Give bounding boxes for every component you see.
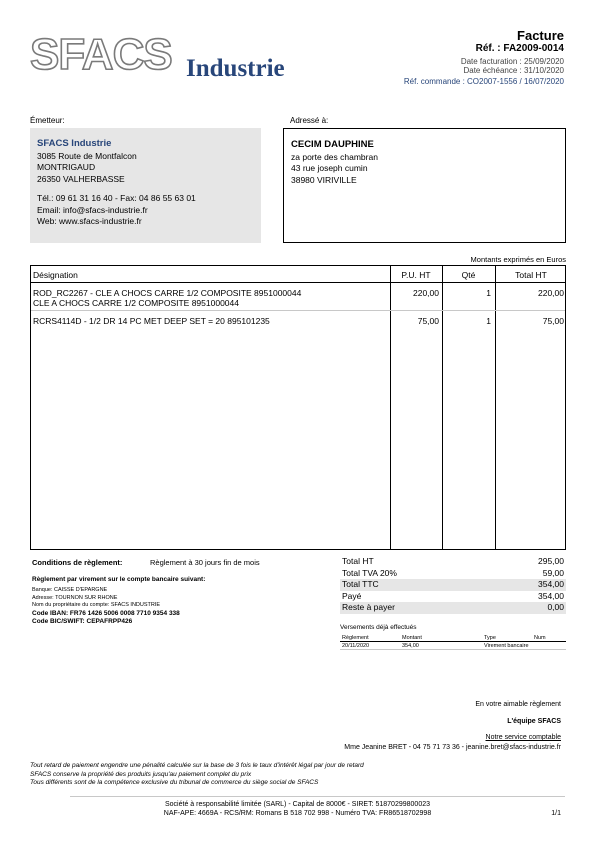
payment-terms-label: Conditions de règlement: (32, 558, 123, 567)
closing-greeting: En votre aimable règlement (475, 701, 561, 708)
document-title: Facture (517, 28, 564, 43)
total-tva-label: Total TVA 20% (342, 567, 397, 578)
total-ht-label: Total HT (342, 556, 374, 566)
recipient-box (283, 128, 566, 243)
due-date: Date échéance : 31/10/2020 (463, 66, 564, 75)
payments-header-row (340, 634, 566, 642)
payments-header-num: Num (534, 635, 546, 641)
row-total: 220,00 (538, 288, 564, 298)
iban: Code IBAN: FR76 1426 5006 0008 7710 9354 338 (32, 610, 180, 617)
recipient-address-line: za porte des chambran (291, 151, 378, 162)
recipient-name: CECIM DAUPHINE (291, 139, 374, 150)
footer-company-info: Société à responsabilité limitée (SARL) - Capital de 8000€ - SIRET: 51870299800023 (165, 801, 430, 808)
issuer-phone: Tél.: 09 61 31 16 40 - Fax: 04 86 55 63 01 (37, 193, 196, 203)
issuer-address-line: MONTRIGAUD (37, 162, 96, 172)
remaining-row (340, 602, 566, 614)
invoice-reference: Réf. : FA2009-0014 (475, 43, 564, 54)
total-tva-row (340, 568, 566, 580)
row-designation: RCRS4114D - 1/2 DR 14 PC MET DEEP SET = 20 895101235 (33, 316, 270, 326)
issuer-label: Émetteur: (30, 116, 65, 125)
payments-title: Versements déjà effectués (340, 624, 417, 631)
issuer-address-line: 26350 VALHERBASSE (37, 173, 125, 184)
bank-address: Adresse: TOURNON SUR RHONE (32, 594, 118, 601)
issuer-website: Web: www.sfacs-industrie.fr (37, 216, 142, 226)
issuer-box (30, 128, 261, 243)
currency-note: Montants exprimés en Euros (470, 255, 566, 264)
order-reference: Réf. commande : CO2007-1556 / 16/07/2020 (403, 77, 564, 86)
payments-header-amount: Montant (402, 635, 422, 641)
bank-name: Banque: CAISSE D'EPARGNE (32, 587, 108, 593)
remaining-value: 0,00 (547, 602, 564, 612)
paid-value: 354,00 (538, 590, 564, 601)
bank-details (32, 587, 160, 610)
total-ht-value: 295,00 (538, 556, 564, 566)
company-logo: SFACS (30, 30, 172, 79)
total-ttc-label: Total TTC (342, 579, 379, 589)
legal-line: Tous différents sont de la compétence exclusive du tribunal de commerce du siège social de SFACS (30, 779, 319, 786)
issuer-email: Email: info@sfacs-industrie.fr (37, 204, 148, 215)
payments-row (340, 642, 566, 650)
page-number: 1/1 (551, 810, 561, 817)
recipient-address-line: 43 rue joseph cumin (291, 163, 368, 173)
issuer-name: SFACS Industrie (37, 138, 112, 149)
paid-row (340, 591, 566, 603)
payments-table (340, 634, 566, 650)
payment-terms-value: Règlement à 30 jours fin de mois (150, 558, 260, 567)
row-unit-price: 220,00 (413, 288, 439, 298)
closing-team: L'équipe SFACS (507, 718, 561, 725)
row-total: 75,00 (542, 316, 564, 326)
row-quantity: 1 (486, 316, 491, 326)
header-total: Total HT (515, 270, 547, 280)
account-owner: Nom du propriétaire du compte: SFACS INDUSTRIE (32, 602, 161, 608)
legal-line: SFACS conserve la propriété des produits jusqu'au paiement complet du prix (30, 770, 252, 778)
header-quantity: Qté (461, 270, 476, 280)
bic: Code BIC/SWIFT: CEPAFRPP426 (32, 618, 133, 625)
remaining-label: Reste à payer (342, 602, 395, 612)
accounting-service: Notre service comptable (485, 734, 561, 741)
recipient-label: Adressé à: (290, 116, 329, 125)
header-unit-price: P.U. HT (401, 270, 431, 280)
transfer-title: Règlement par virement sur le compte bancaire suivant: (32, 576, 206, 583)
row-designation: ROD_RC2267 - CLE A CHOCS CARRE 1/2 COMPOSITE 8951000044 (33, 288, 302, 298)
total-ttc-value: 354,00 (538, 579, 564, 589)
row-quantity: 1 (486, 288, 491, 298)
totals-block (340, 556, 566, 614)
accounting-contact: Mme Jeanine BRET - 04 75 71 73 36 - jeanine.bret@sfacs-industrie.fr (344, 744, 561, 751)
payment-type: Virement bancaire (484, 643, 529, 649)
footer-divider (70, 796, 565, 797)
payment-amount: 354,00 (402, 643, 419, 649)
row-unit-price: 75,00 (417, 316, 439, 326)
payments-header-date: Règlement (342, 635, 369, 641)
payment-date: 20/11/2020 (342, 643, 370, 649)
company-logo-suffix: Industrie (186, 55, 285, 82)
row-designation-detail: CLE A CHOCS CARRE 1/2 COMPOSITE 8951000044 (33, 298, 239, 308)
total-ht-row (340, 556, 566, 568)
total-ttc-row (340, 579, 566, 591)
legal-line: Tout retard de paiement engendre une pénalité calculée sur la base de 3 fois le taux d'intérêt légal par jour de retard (30, 762, 364, 769)
invoice-date: Date facturation : 25/09/2020 (460, 57, 564, 66)
legal-notice (30, 762, 364, 788)
footer-registration: NAF-APE: 4669A - RCS/RM: Romans B 518 702 998 - Numéro TVA: FR86518702998 (163, 810, 432, 817)
recipient-address-line: 38980 VIRIVILLE (291, 174, 357, 185)
items-table (30, 265, 566, 550)
paid-label: Payé (342, 590, 362, 601)
payments-header-type: Type (484, 635, 496, 641)
issuer-address-line: 3085 Route de Montfalcon (37, 150, 137, 161)
total-tva-value: 59,00 (542, 567, 564, 578)
bank-codes (32, 610, 180, 626)
header-designation: Désignation (33, 270, 78, 280)
